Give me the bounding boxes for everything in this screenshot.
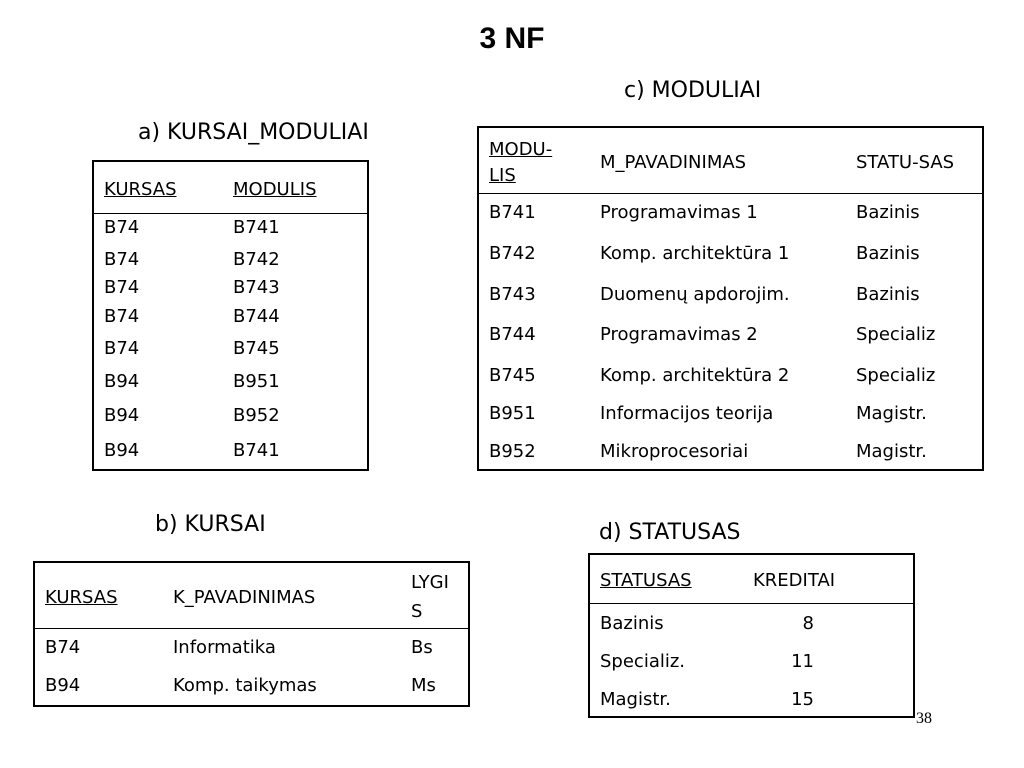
table-cell: B743 — [489, 284, 536, 305]
table-cell: B94 — [45, 675, 81, 696]
table-cell: Specializ — [856, 365, 936, 386]
header-divider — [94, 213, 367, 214]
caption-kursai: b) KURSAI — [155, 512, 266, 537]
table-cell: Magistr. — [600, 689, 671, 710]
table-cell: Informacijos teorija — [600, 403, 774, 424]
table-cell: B741 — [233, 217, 280, 238]
table-cell: B952 — [233, 405, 280, 426]
table-cell: 11 — [791, 651, 814, 672]
table-cell: Magistr. — [856, 441, 927, 462]
table-cell: Bazinis — [856, 284, 920, 305]
table-cell: Komp. architektūra 2 — [600, 365, 790, 386]
header-divider — [35, 628, 468, 629]
table-cell: B94 — [104, 440, 140, 461]
header-k-pavadinimas: K_PAVADINIMAS — [173, 587, 316, 608]
caption-kursai-moduliai: a) KURSAI_MODULIAI — [138, 120, 369, 145]
table-cell: B745 — [233, 338, 280, 359]
header-modulis-line2: LIS — [489, 165, 516, 186]
table-cell: B741 — [233, 440, 280, 461]
header-statusas: STATU-SAS — [856, 152, 955, 173]
table-cell: Magistr. — [856, 403, 927, 424]
page-number: 38 — [916, 710, 932, 727]
header-divider — [479, 193, 982, 194]
table-cell: Bazinis — [600, 613, 664, 634]
header-modulis-line1: MODU- — [489, 139, 553, 160]
table-cell: Informatika — [173, 637, 276, 658]
table-cell: B745 — [489, 365, 536, 386]
table-statusas — [588, 553, 915, 718]
table-cell: B74 — [104, 338, 140, 359]
table-cell: Komp. architektūra 1 — [600, 243, 790, 264]
table-cell: B744 — [233, 306, 280, 327]
table-cell: Bazinis — [856, 243, 920, 264]
table-cell: Bazinis — [856, 202, 920, 223]
table-cell: Programavimas 1 — [600, 202, 758, 223]
header-kursas: KURSAS — [104, 179, 177, 200]
header-modulis: MODULIS — [233, 179, 317, 200]
table-kursai-moduliai — [92, 160, 369, 471]
caption-moduliai: c) MODULIAI — [624, 78, 762, 103]
header-lygis-line2: S — [411, 601, 423, 622]
header-statusas: STATUSAS — [600, 570, 692, 591]
table-cell: Specializ — [856, 324, 936, 345]
table-cell: B94 — [104, 405, 140, 426]
table-cell: Mikroprocesoriai — [600, 441, 749, 462]
table-cell: Programavimas 2 — [600, 324, 758, 345]
table-cell: B74 — [45, 637, 81, 658]
table-cell: 8 — [802, 613, 814, 634]
table-moduliai — [477, 126, 984, 471]
page-title: 3 NF — [479, 22, 545, 55]
table-cell: B743 — [233, 277, 280, 298]
table-cell: B74 — [104, 306, 140, 327]
table-cell: Duomenų apdorojim. — [600, 284, 790, 305]
table-cell: B951 — [489, 403, 536, 424]
table-cell: B74 — [104, 217, 140, 238]
table-cell: 15 — [791, 689, 814, 710]
table-cell: Komp. taikymas — [173, 675, 317, 696]
table-kursai — [33, 561, 470, 707]
table-cell: Ms — [411, 675, 436, 696]
table-cell: B742 — [489, 243, 536, 264]
header-lygis-line1: LYGI — [411, 572, 449, 593]
table-cell: B74 — [104, 249, 140, 270]
table-cell: B94 — [104, 371, 140, 392]
header-m-pavadinimas: M_PAVADINIMAS — [600, 152, 747, 173]
table-cell: B742 — [233, 249, 280, 270]
table-cell: Specializ. — [600, 651, 686, 672]
caption-statusas: d) STATUSAS — [599, 520, 741, 545]
table-cell: B741 — [489, 202, 536, 223]
table-cell: B744 — [489, 324, 536, 345]
table-cell: Bs — [411, 637, 433, 658]
table-cell: B951 — [233, 371, 280, 392]
table-cell: B952 — [489, 441, 536, 462]
table-cell: B74 — [104, 277, 140, 298]
header-kursas: KURSAS — [45, 587, 118, 608]
header-kreditai: KREDITAI — [753, 570, 836, 591]
header-divider — [590, 603, 913, 604]
